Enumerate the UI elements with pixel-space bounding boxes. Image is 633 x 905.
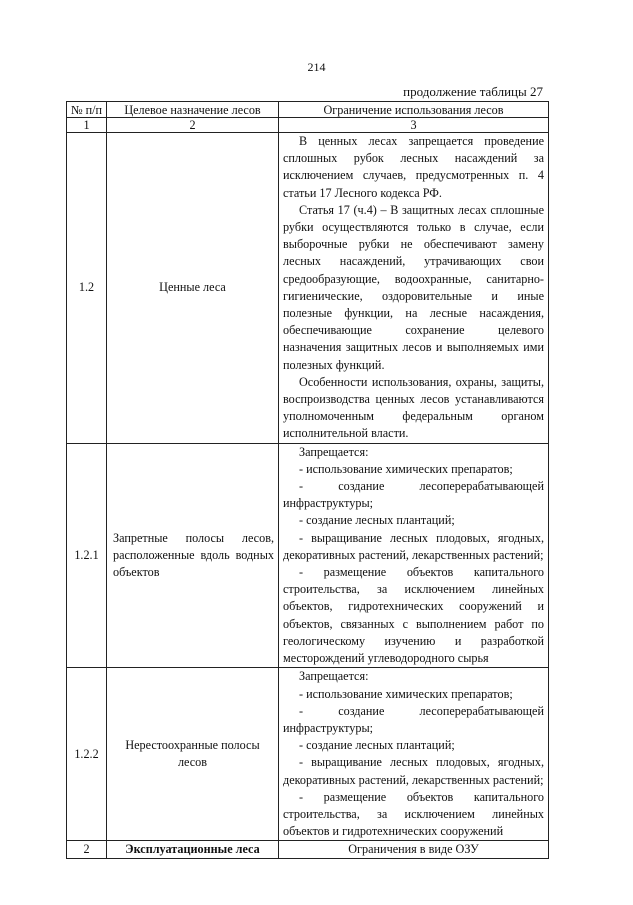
table-row: [67, 841, 549, 859]
restriction-paragraph: - размещение объектов капитального строительства, за исключением линейных объектов и гидротехнических сооружений: [283, 789, 544, 839]
column-number: 2: [107, 118, 279, 133]
restriction-paragraph: - создание лесоперерабатывающей инфраструктуры;: [283, 703, 544, 735]
restriction-paragraph: Статья 17 (ч.4) – В защитных лесах сплошные рубки осуществляются только в случае, если выборочные рубки не обеспечивают замену лесных насаждений, утрачивающих свои средообразующие, водоохранные, санитарно-гигиенические, оздоровительные и иные полезные функции, на лесные насаждения, обеспечивающие сохранение целевого назначения защитных лесов и выполняемых ими полезных функций.: [283, 202, 544, 372]
restriction-paragraph: - выращивание лесных плодовых, ягодных, декоративных растений, лекарственных растений;: [283, 755, 544, 787]
restriction-paragraph: Запрещается:: [299, 669, 369, 684]
row-number: 1.2: [67, 133, 107, 444]
row-purpose: Запретные полосы лесов, расположенные вдоль водных объектов: [107, 443, 279, 668]
row-restriction: [279, 443, 549, 668]
column-number: 1: [67, 118, 107, 133]
table-row: [67, 668, 549, 841]
row-number: 1.2.2: [67, 668, 107, 841]
row-restriction: [279, 133, 549, 444]
table-row: [67, 443, 549, 668]
restriction-paragraph: Запрещается:: [299, 444, 369, 459]
column-number: 3: [279, 118, 549, 133]
row-restriction: [279, 668, 549, 841]
restriction-paragraph: Особенности использования, охраны, защиты, воспроизводства ценных лесов устанавливаются уполномоченным федеральным органом исполнительной власти.: [283, 374, 544, 441]
restriction-paragraph: - создание лесных плантаций;: [299, 513, 455, 528]
restriction-paragraph: - выращивание лесных плодовых, ягодных, декоративных растений, лекарственных растений;: [283, 530, 544, 562]
forest-restrictions-table: [66, 101, 549, 859]
restriction-paragraph: - размещение объектов капитального строительства, за исключением линейных объектов, гидротехнических сооружений и объектов, связанных с выполнением работ по геологическому изучению и разработкой месторождений углеводородного сырья: [283, 565, 544, 666]
restriction-paragraph: В ценных лесах запрещается проведение сплошных рубок лесных насаждений за исключением случаев, предусмотренных п. 4 статьи 17 Лесного кодекса РФ.: [283, 134, 544, 200]
row-purpose: Ценные леса: [107, 133, 279, 444]
row-restriction: [279, 841, 549, 859]
header-purpose: Целевое назначение лесов: [107, 102, 279, 118]
row-purpose: Эксплуатационные леса: [107, 841, 279, 859]
table-header-row: [67, 102, 549, 118]
restriction-paragraph: - использование химических препаратов;: [299, 686, 513, 701]
restriction-paragraph: - создание лесных плантаций;: [299, 738, 455, 753]
row-number: 1.2.1: [67, 443, 107, 668]
column-numbers-row: [67, 118, 549, 133]
row-number: 2: [67, 841, 107, 859]
table-continuation-label: продолжение таблицы 27: [403, 84, 543, 99]
header-number: № п/п: [67, 102, 107, 118]
restriction-paragraph: - создание лесоперерабатывающей инфраструктуры;: [283, 479, 544, 511]
page-number: 214: [307, 60, 326, 74]
row-purpose: Нерестоохранные полосы лесов: [107, 668, 279, 841]
header-restriction: Ограничение использования лесов: [279, 102, 549, 118]
restriction-paragraph: Ограничения в виде ОЗУ: [348, 842, 479, 857]
table-row: [67, 133, 549, 444]
restriction-paragraph: - использование химических препаратов;: [299, 461, 513, 476]
